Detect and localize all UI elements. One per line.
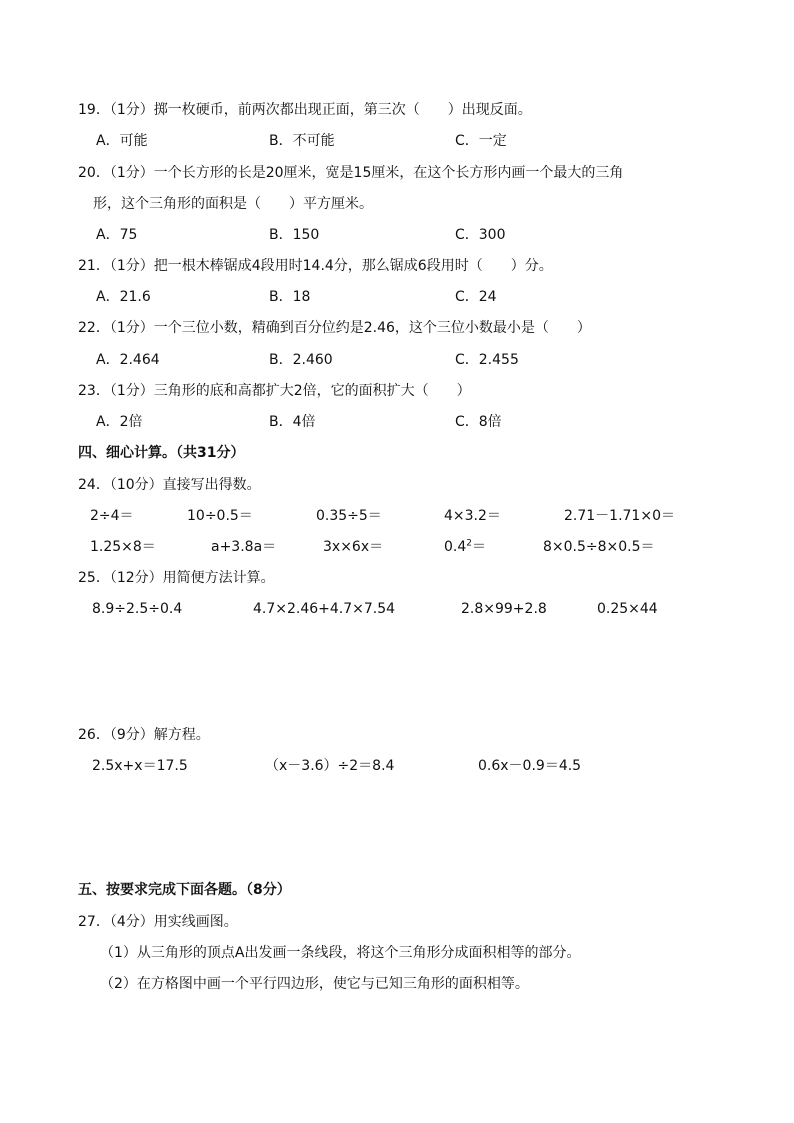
q25-item: 0.25×44	[597, 601, 658, 617]
question-24-stem: 24．（10分）直接写出得数。	[78, 477, 261, 493]
q27-subquestion-1: （1）从三角形的顶点A出发画一条线段，将这个三角形分成面积相等的部分。	[100, 945, 581, 961]
q20-option-b: B．150	[269, 227, 320, 243]
q24-item: 10÷0.5＝	[187, 508, 253, 524]
question-20-stem-line2: 形，这个三角形的面积是（ ）平方厘米。	[93, 196, 373, 212]
question-26-stem: 26．（9分）解方程。	[78, 727, 210, 743]
section-4-heading: 四、细心计算。（共31分）	[78, 445, 245, 461]
question-21-stem: 21．（1分）把一根木棒锯成4段用时14.4分，那么锯成6段用时（ ）分。	[78, 258, 553, 274]
q24-item: 1.25×8＝	[90, 539, 156, 555]
q24-item: 3x×6x＝	[323, 539, 384, 555]
q19-option-b: B．不可能	[269, 133, 335, 149]
q24-item: 0.35÷5＝	[316, 508, 382, 524]
q21-option-c: C．24	[455, 289, 497, 305]
question-25-stem: 25．（12分）用简便方法计算。	[78, 570, 275, 586]
question-23-stem: 23．（1分）三角形的底和高都扩大2倍，它的面积扩大（ ）	[78, 383, 471, 399]
q19-option-a: A．可能	[96, 133, 148, 149]
q22-option-a: A．2.464	[96, 352, 160, 368]
q23-option-c: C．8倍	[455, 414, 502, 430]
q23-option-a: A．2倍	[96, 414, 143, 430]
q21-option-b: B．18	[269, 289, 311, 305]
question-22-stem: 22．（1分）一个三位小数，精确到百分位约是2.46，这个三位小数最小是（ ）	[78, 320, 591, 336]
q24-item: 4×3.2＝	[444, 508, 501, 524]
q24-item: 2÷4＝	[90, 508, 134, 524]
q24-item: a+3.8a＝	[211, 539, 277, 555]
q25-item: 8.9÷2.5÷0.4	[92, 601, 183, 617]
q27-subquestion-2: （2）在方格图中画一个平行四边形，使它与已知三角形的面积相等。	[100, 976, 529, 992]
q26-item: 0.6x－0.9＝4.5	[478, 758, 582, 774]
q22-option-c: C．2.455	[455, 352, 519, 368]
question-20-stem-line1: 20．（1分）一个长方形的长是20厘米，宽是15厘米，在这个长方形内画一个最大的三角	[78, 165, 624, 181]
q22-option-b: B．2.460	[269, 352, 333, 368]
question-27-stem: 27．（4分）用实线画图。	[78, 914, 238, 930]
q24-item: 8×0.5÷8×0.5＝	[543, 539, 655, 555]
section-5-heading: 五、按要求完成下面各题。（8分）	[78, 882, 291, 898]
equals-sign: ＝	[472, 539, 486, 555]
q20-option-c: C．300	[455, 227, 506, 243]
q23-option-b: B．4倍	[269, 414, 316, 430]
question-19-stem: 19．（1分）掷一枚硬币，前两次都出现正面，第三次（ ）出现反面。	[78, 102, 532, 118]
q25-item: 4.7×2.46+4.7×7.54	[253, 601, 396, 617]
power-exponent: 2	[466, 538, 472, 549]
q25-item: 2.8×99+2.8	[461, 601, 547, 617]
q24-item-power	[444, 537, 486, 557]
q26-item: （x－3.6）÷2＝8.4	[265, 758, 395, 774]
q20-option-a: A．75	[96, 227, 138, 243]
q24-item: 2.71－1.71×0＝	[564, 508, 675, 524]
power-base: 0.4	[444, 539, 467, 555]
q26-item: 2.5x+x＝17.5	[92, 758, 188, 774]
q21-option-a: A．21.6	[96, 289, 151, 305]
q19-option-c: C．一定	[455, 133, 507, 149]
